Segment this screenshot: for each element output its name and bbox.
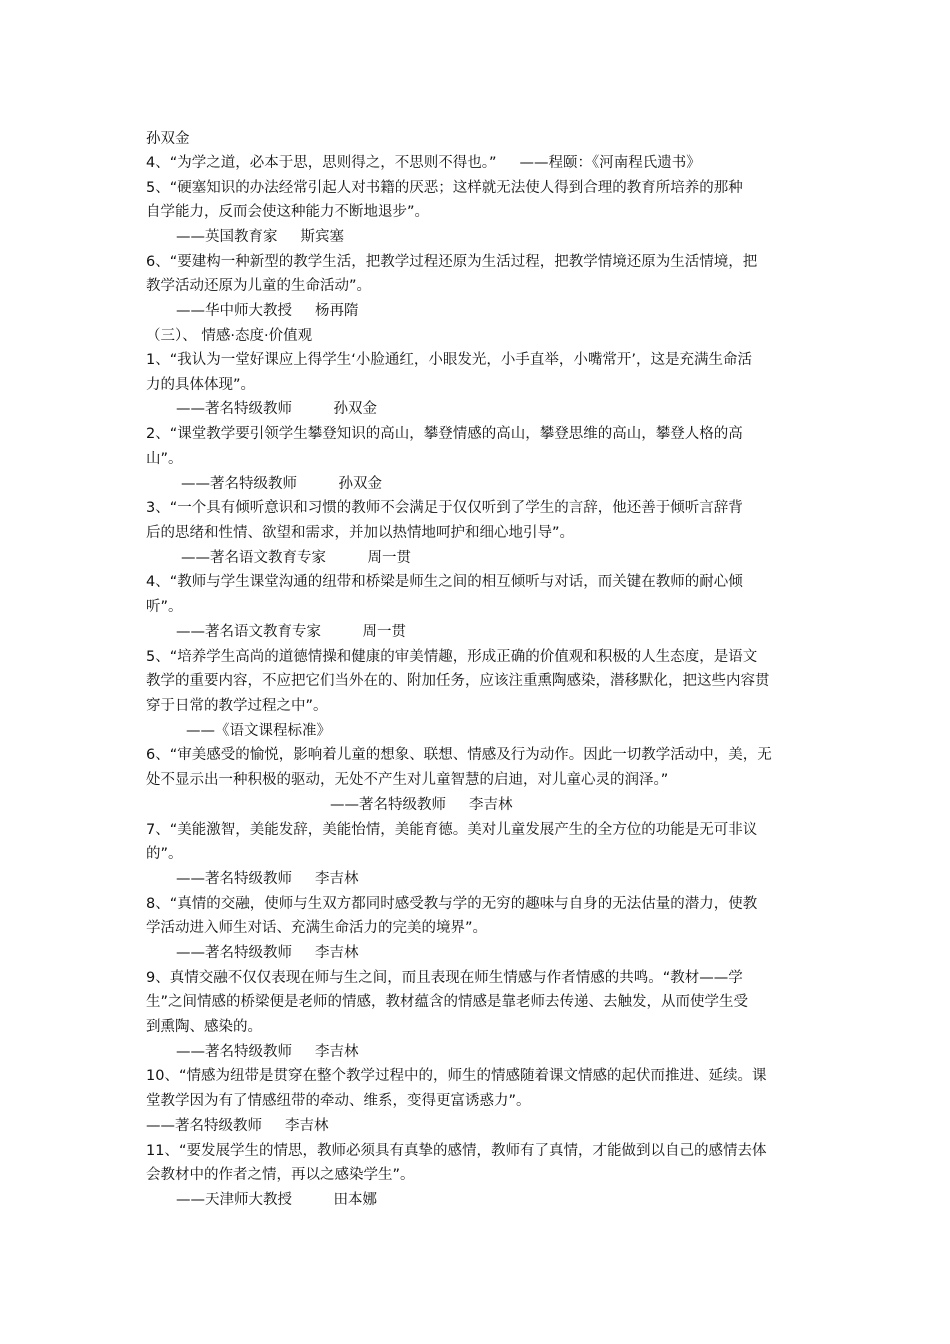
text-line: 山”。 [146, 451, 183, 467]
text-line: 孙双金 [146, 131, 190, 147]
text-line: 学活动进入师生对话、充满生命活力的完美的境界”。 [146, 920, 488, 936]
text-line: 到熏陶、感染的。 [146, 1019, 262, 1035]
text-line: 5、“培养学生高尚的道德情操和健康的审美情趣，形成正确的价值观和积极的人生态度，是语文 [146, 649, 758, 665]
attribution: ——著名语文教育专家 周一贯 [181, 550, 411, 566]
text-line: 8、“真情的交融，使师与生双方都同时感受教与学的无穷的趣味与自身的无法估量的潜力，使教 [146, 896, 758, 912]
text-line: 自学能力，反而会使这种能力不断地退步”。 [146, 204, 430, 220]
text-line: 生”之间情感的桥梁便是老师的情感，教材蕴含的情感是靠老师去传递、去触发，从而使学生受 [146, 994, 749, 1010]
text-line: 4、“教师与学生课堂沟通的纽带和桥梁是师生之间的相互倾听与对话，而关键在教师的耐心倾 [146, 574, 743, 590]
attribution: ——著名语文教育专家 周一贯 [176, 624, 406, 640]
text-line: 教学的重要内容，不应把它们当外在的、附加任务，应该注重熏陶感染，潜移默化，把这些内容贯 [146, 673, 770, 689]
text-line: 6、“审美感受的愉悦，影响着儿童的想象、联想、情感及行为动作。因此一切教学活动中，美，无 [146, 747, 772, 763]
text-line: 力的具体体现”。 [146, 377, 256, 393]
text-line: 会教材中的作者之情，再以之感染学生”。 [146, 1167, 415, 1183]
text-line: 处不显示出一种积极的驱动，无处不产生对儿童智慧的启迪，对儿童心灵的润泽。” [146, 772, 669, 788]
text-line: 9、真情交融不仅仅表现在师与生之间，而且表现在师生情感与作者情感的共鸣。“教材——学 [146, 970, 743, 986]
text-line: 1、“我认为一堂好课应上得学生‘小脸通红，小眼发光，小手直举，小嘴常开’，这是充满生命活 [146, 352, 752, 368]
attribution: ——著名特级教师 孙双金 [176, 401, 377, 417]
attribution: ——《语文课程标准》 [186, 723, 331, 739]
text-line: 7、“美能激智，美能发辞，美能怡情，美能育德。美对儿童发展产生的全方位的功能是无可非议 [146, 822, 758, 838]
text-line: 的”。 [146, 846, 183, 862]
section-heading: （三）、 情感·态度·价值观 [146, 328, 313, 344]
text-line: 堂教学因为有了情感纽带的牵动、维系，变得更富诱惑力”。 [146, 1093, 531, 1109]
text-line: 教学活动还原为儿童的生命活动”。 [146, 278, 372, 294]
attribution: ——著名特级教师 孙双金 [181, 476, 382, 492]
text-line: 2、“课堂教学要引领学生攀登知识的高山，攀登情感的高山，攀登思维的高山，攀登人格的高 [146, 426, 743, 442]
attribution: ——著名特级教师 李吉林 [176, 871, 359, 887]
text-line: 听”。 [146, 599, 183, 615]
text-line: 10、“情感为纽带是贯穿在整个教学过程中的，师生的情感随着课文情感的起伏而推进、延续。课 [146, 1068, 767, 1084]
attribution: ——天津师大教授 田本娜 [176, 1192, 377, 1208]
text-line: 6、“要建构一种新型的教学生活，把教学过程还原为生活过程，把教学情境还原为生活情境，把 [146, 254, 758, 270]
text-line: 4、“为学之道，必本于思，思则得之，不思则不得也。” ——程颐：《河南程氏遗书》 [146, 155, 701, 171]
text-line: 11、“要发展学生的情思，教师必须具有真挚的感情，教师有了真情，才能做到以自己的感情去体 [146, 1143, 767, 1159]
text-line: 后的思绪和性情、欲望和需求，并加以热情地呵护和细心地引导”。 [146, 525, 575, 541]
text-line: 3、“一个具有倾听意识和习惯的教师不会满足于仅仅听到了学生的言辞，他还善于倾听言辞背 [146, 500, 743, 516]
attribution: ——著名特级教师 李吉林 [176, 1044, 359, 1060]
attribution: ——华中师大教授 杨再隋 [176, 303, 359, 319]
attribution: ——英国教育家 斯宾塞 [176, 229, 345, 245]
text-line: 穿于日常的教学过程之中”。 [146, 698, 328, 714]
attribution: ——著名特级教师 李吉林 [330, 797, 513, 813]
text-line: 5、“硬塞知识的办法经常引起人对书籍的厌恶；这样就无法使人得到合理的教育所培养的那种 [146, 180, 743, 196]
attribution: ——著名特级教师 李吉林 [176, 945, 359, 961]
attribution: ——著名特级教师 李吉林 [146, 1118, 329, 1134]
